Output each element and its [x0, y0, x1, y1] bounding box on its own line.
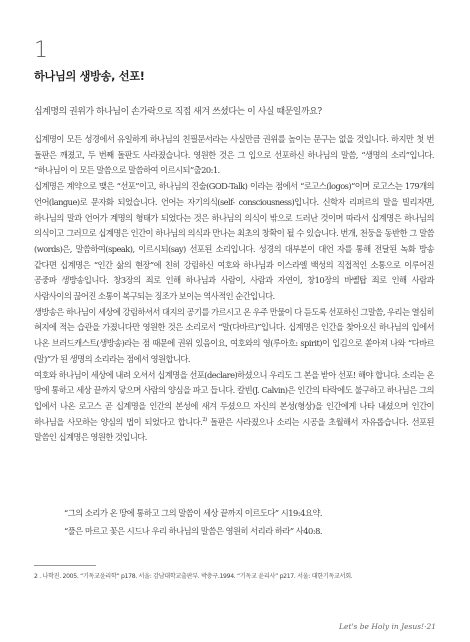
lead-question: 십계명의 권위가 하나님이 손가락으로 직접 새겨 쓰셨다는 이 사실 때문일까요?	[34, 107, 322, 117]
chapter-number: 1	[34, 38, 48, 63]
paragraph-4-end: 돌판은 사라졌으나 소리는 시공을 초월해서 자유롭습니다. 선포된 말씀인 십계명은 영원한 것입니다.	[34, 416, 434, 443]
chapter-title: 하나님의 생방송, 선포!	[34, 70, 145, 83]
scripture-quotes	[64, 504, 444, 540]
quote-psalm: “그의 소리가 온 땅에 통하고 그의 말씀이 세상 끝까지 이르도다” 시19:4요약.	[64, 508, 323, 518]
paragraph-3: 생방송은 하나님이 세상에 강림하셔서 대지의 공기를 가르시고 온 우주 만물이 다 듣도록 선포하신 그말씀, 우리는 열심히 혀지에 적는 습관을 가졌니다만 영원한 것은 소리로서 “말(다바르)”입니다. 십계명은 인간을 찾아오신 하나님의 입에서 나온 브러드캐스트(생방송)라는 점 때문에 권위 있음이요, 여호와의 영(루아흐: spirit)이 입김으로 쏟아져 나와 “다바르(말)”가 된 생명의 소리라는 점에서 영원합니다.	[34, 306, 434, 364]
page-number: 21	[426, 622, 436, 631]
page-footer: Let's be Holy in Jesus!·21	[339, 622, 436, 631]
footnote-divider	[34, 565, 96, 566]
paragraph-1: 십계명이 모든 성경에서 유일하게 하나님의 친필문서라는 사실만큼 권위를 높이는 문구는 없을 것입니다. 하지만 첫 번 돌판은 깨졌고, 두 번째 돌판도 사라졌습니다. 영원한 것은 그 입으로 선포하신 하나님의 말씀, “생명의 소리”입니다. “하나님이 이 모든 말씀으로 말씀하여 이르시되”출20:1.	[34, 134, 434, 176]
footnote-text: 2 . 나학진. 2005. “기독교윤리학” p178. 서울: 감남대학교출판부. 박충구.1994. “기독교 윤리사” p217. 서울: 대한기독교서회.	[34, 573, 353, 580]
paragraph-2: 십계명은 계약으로 맺은 “선포”이고, 하나님의 진술(GOD-Talk) 이라는 점에서 “로고스(logos)”이며 로고스는 179개의 언어(langue)로 문자화 되었습니다. 언어는 자기의식(self- consciousness)입니다. 신학자 리퍼르의 말을 빌리자면, 하나님의 말과 언어가 계명의 형태가 되었다는 것은 하나님의 의식이 밖으로 드러난 것이며 따라서 십계명은 하나님의 의식이고 그러므로 십계명은 인간이 하나님의 의식과 만나는 최초의 창확이 될 수 있습니다. 번개, 천둥을 동반한 그 말씀(words)은, 말씀하여(speak), 이르시되(say) 선포된 소리입니다. 성경의 대부분이 대언 자를 통해 전달된 녹화 방송 같다면 십계명은 “인간 삶의 현장”에 친히 강림하신 여호와 하나님과 이스라엘 백성의 직접적인 소통으로 이루어진 공중파 생방송입니다. 창3장의 죄로 인해 하나님과 사람이, 사람과 자연이, 창10장의 바벨탑 죄로 인해 사람과 사람사이의 끊어진 소통이 복구되는 징조가 보이는 역사적인 순간입니다.	[34, 181, 434, 302]
footer-separator: !	[421, 622, 425, 631]
running-title: Let's be Holy in Jesus	[339, 622, 422, 631]
paragraph-4-main: 여호와 하나님이 세상에 내려 오셔서 십계명을 선포(declare)하셨으니 우리도 그 본을 받아 선포! 해야 합니다. 소리는 온 땅에 통하고 세상 끝까지 닿으며 사람의 양심을 파고 듭니다. 칼빈(J. Calvin)은 인간의 타락에도 불구하고 하나님은 그의 입에서 나온 로고스 곧 십계명을 인간의 본성에 새겨 두셨으므 자신의 본성(형상)을 인간에게 나타 내셨으며 인간이 하나님을 사모하는 양심의 법이 되었다고 합니다.	[34, 369, 434, 427]
quote-isaiah: “풀은 마르고 꽃은 시드나 우리 하나님의 말씀은 영원히 서리라 하라” 사40:8.	[64, 526, 323, 536]
body-text	[34, 132, 434, 446]
footnote-marker[interactable]: 2)	[202, 416, 207, 423]
paragraph-4	[34, 368, 434, 447]
